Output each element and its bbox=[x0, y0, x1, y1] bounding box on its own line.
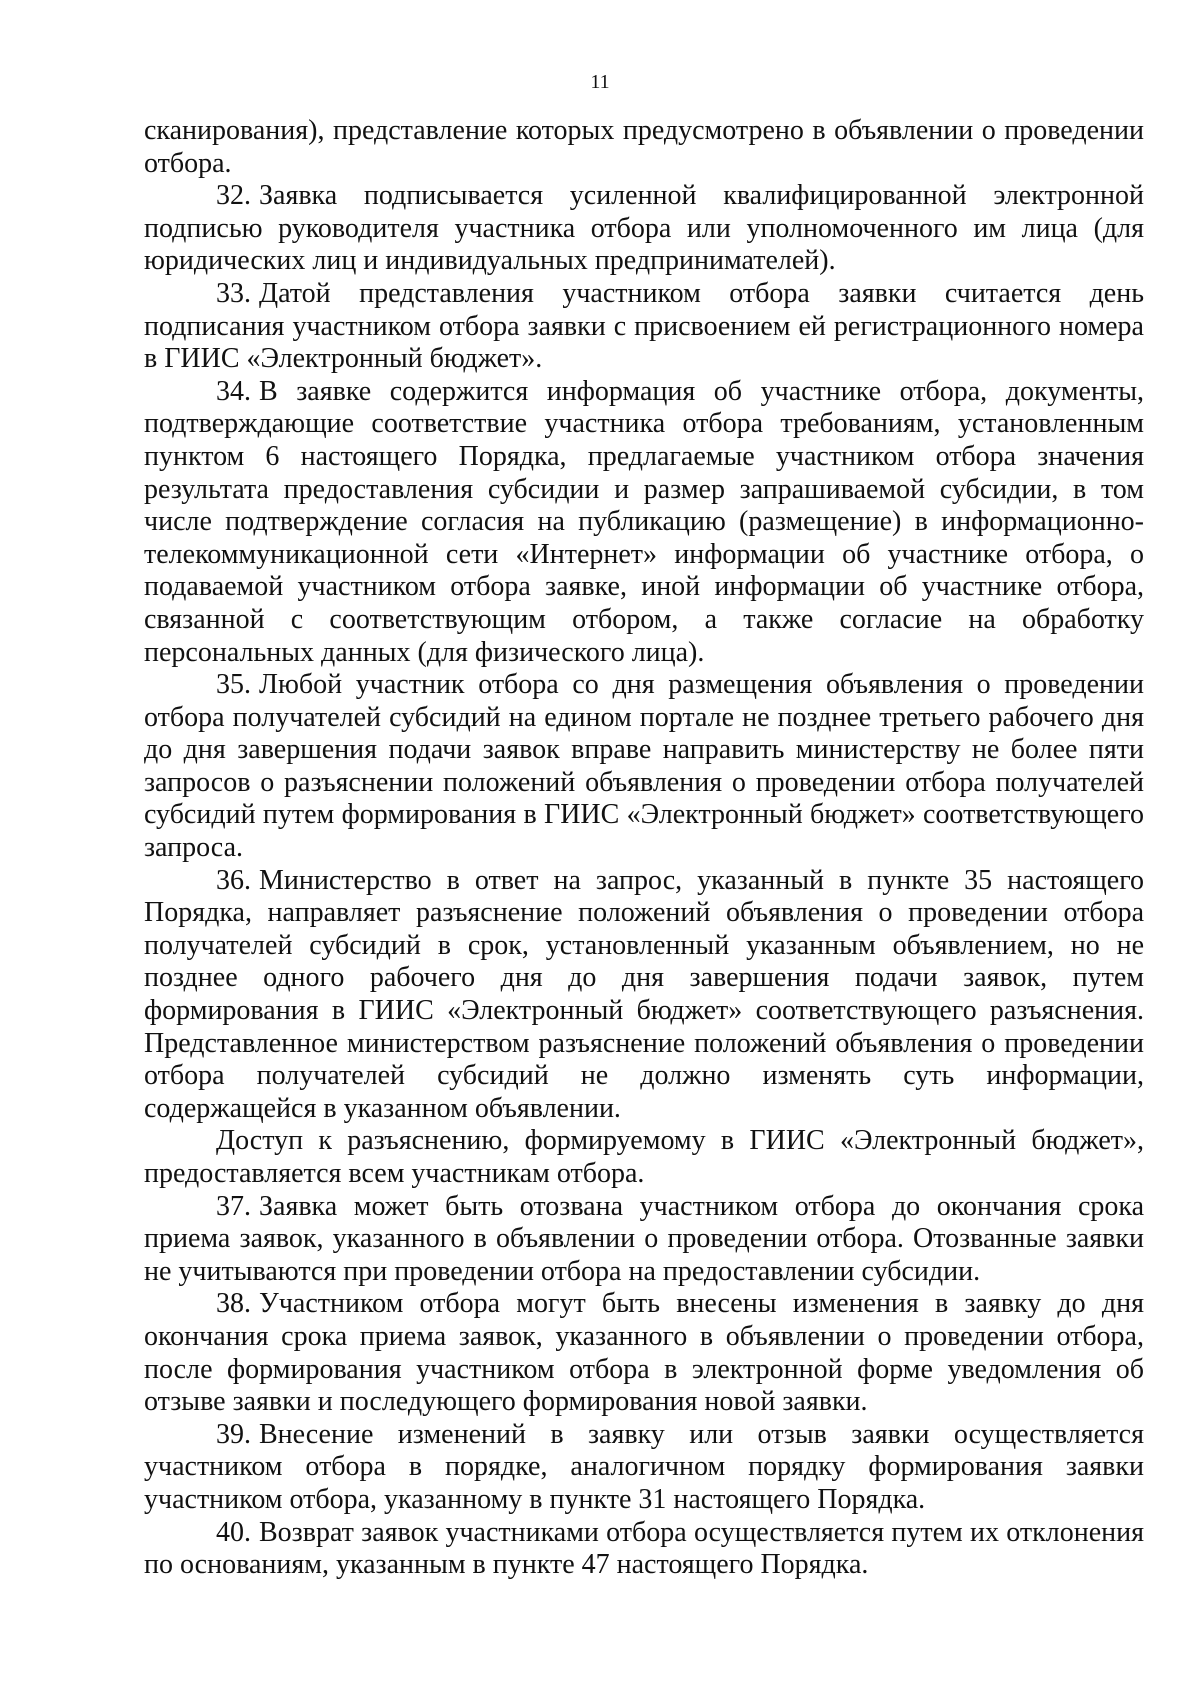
paragraph-36 bbox=[144, 865, 1144, 1126]
paragraph-text: Любой участник отбора со дня размещения объявления о проведении отбора получателей субсидий на едином портале не позднее третьего рабочего дня до дня завершения подачи заявок вправе направить министерству не более пяти запросов о разъяснении положений объявления о проведении отбора получателей субсидий путем формирования в ГИИС «Электронный бюджет» соответствующего запроса. bbox=[144, 669, 1144, 864]
paragraph-continuation bbox=[144, 115, 1144, 180]
paragraph-number: 38. bbox=[216, 1288, 251, 1320]
paragraph-34 bbox=[144, 376, 1144, 669]
paragraph-text: сканирования), представление которых предусмотрено в объявлении о проведении отбора. bbox=[144, 115, 1144, 179]
page-number: 11 bbox=[590, 71, 610, 93]
paragraph-text: Доступ к разъяснению, формируемому в ГИИС «Электронный бюджет», предоставляется всем участникам отбора. bbox=[144, 1125, 1144, 1189]
paragraph-number: 32. bbox=[216, 180, 251, 212]
paragraph-text: Министерство в ответ на запрос, указанный в пункте 35 настоящего Порядка, направляет разъяснение положений объявления о проведении отбора получателей субсидий в срок, установленный указанным объявлением, но не позднее одного рабочего дня до дня завершения подачи заявок, путем формирования в ГИИС «Электронный бюджет» соответствующего разъяснения. Представленное министерством разъяснение положений объявления о проведении отбора получателей субсидий не должно изменять суть информации, содержащейся в указанном объявлении. bbox=[144, 864, 1144, 1124]
paragraph-text: Участником отбора могут быть внесены изменения в заявку до дня окончания срока приема заявок, указанного в объявлении о проведении отбора, после формирования участником отбора в электронной форме уведомления об отзыве заявки и последующего формирования новой заявки. bbox=[144, 1288, 1144, 1418]
paragraph-number: 40. bbox=[216, 1516, 251, 1548]
paragraph-text: Датой представления участником отбора заявки считается день подписания участником отбора заявки с присвоением ей регистрационного номера в ГИИС «Электронный бюджет». bbox=[144, 277, 1144, 375]
paragraph-number: 36. bbox=[216, 864, 251, 896]
paragraph-38 bbox=[144, 1288, 1144, 1418]
document-body bbox=[144, 115, 1144, 1582]
paragraph-text: Возврат заявок участниками отбора осуществляется путем их отклонения по основаниям, указанным в пункте 47 настоящего Порядка. bbox=[144, 1516, 1144, 1581]
paragraph-text: В заявке содержится информация об участнике отбора, документы, подтверждающие соответствие участника отбора требованиям, установленным пунктом 6 настоящего Порядка, предлагаемые участником отбора значения результата предоставления субсидии и размер запрашиваемой субсидии, в том числе подтверждение согласия на публикацию (размещение) в информационно-телекоммуникационной сети «Интернет» информации об участнике отбора, о подаваемой участником отбора заявке, иной информации об участнике отбора, связанной с соответствующим отбором, а также согласие на обработку персональных данных (для физического лица). bbox=[144, 375, 1144, 668]
paragraph-35 bbox=[144, 669, 1144, 865]
paragraph-33 bbox=[144, 278, 1144, 376]
paragraph-37 bbox=[144, 1191, 1144, 1289]
paragraph-text: Заявка подписывается усиленной квалифицированной электронной подписью руководителя участника отбора или уполномоченного им лица (для юридических лиц и индивидуальных предпринимателей). bbox=[144, 180, 1144, 277]
paragraph-39 bbox=[144, 1419, 1144, 1517]
paragraph-number: 35. bbox=[216, 669, 251, 701]
paragraph-text: Внесение изменений в заявку или отзыв заявки осуществляется участником отбора в порядке, аналогичном порядку формирования заявки участником отбора, указанному в пункте 31 настоящего Порядка. bbox=[144, 1418, 1144, 1515]
paragraph-number: 33. bbox=[216, 277, 251, 309]
paragraph-number: 34. bbox=[216, 375, 251, 407]
paragraph-32 bbox=[144, 180, 1144, 278]
paragraph-text: Заявка может быть отозвана участником отбора до окончания срока приема заявок, указанного в объявлении о проведении отбора. Отозванные заявки не учитываются при проведении отбора на предоставлении субсидии. bbox=[144, 1190, 1144, 1287]
paragraph-number: 39. bbox=[216, 1418, 251, 1450]
paragraph-36-access bbox=[144, 1125, 1144, 1190]
paragraph-40 bbox=[144, 1517, 1144, 1582]
paragraph-number: 37. bbox=[216, 1190, 251, 1222]
